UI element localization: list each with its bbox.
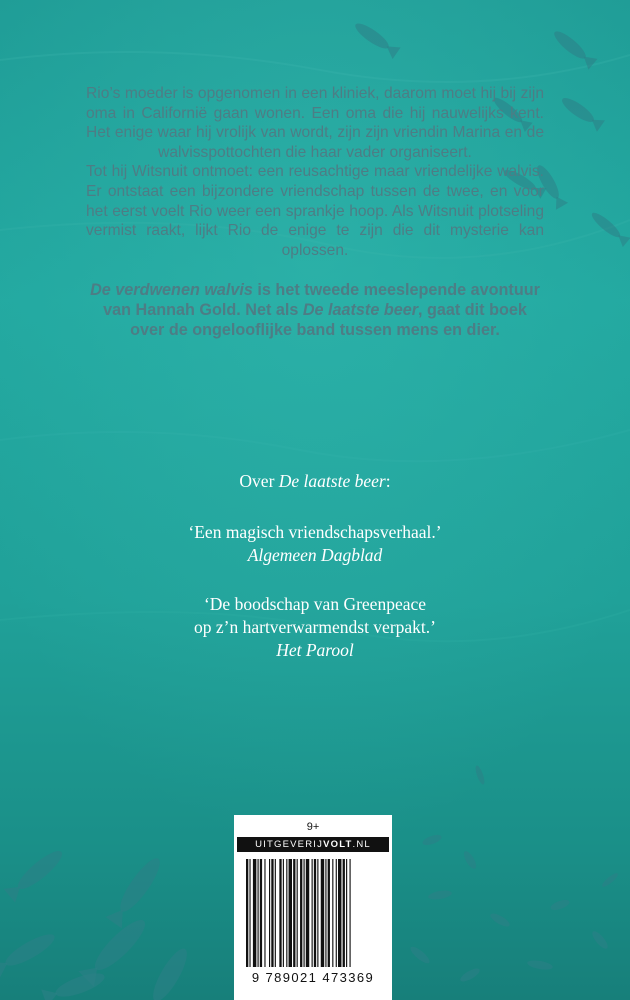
barcode-bar — [271, 859, 273, 967]
blurb-paragraph-1: Rio’s moeder is opgenomen in een kliniek, daarom moet hij bij zijn oma in Californië gaan wonen. Een oma die hij nauwelijks kent. Het enige waar hij vrolijk van wordt, zijn zijn vriendin Marina en de walvisspottochten die haar vader organiseert. — [86, 85, 544, 161]
barcode-bar — [317, 859, 318, 967]
review-quote — [80, 593, 550, 662]
barcode-bar — [350, 859, 351, 967]
review-quotes — [80, 470, 550, 688]
barcode-bar — [249, 859, 250, 967]
publisher-url — [237, 837, 389, 852]
barcode-bar — [343, 859, 345, 967]
fish-icon — [105, 853, 166, 928]
barcode-bar — [258, 859, 259, 967]
fish-icon — [427, 889, 452, 901]
barcode-bar — [260, 859, 262, 967]
fish-icon — [352, 19, 401, 59]
publisher-name-plain: UITGEVERIJ — [255, 839, 324, 850]
blurb-paragraph-2: Tot hij Witsnuit ontmoet: een reusachtige maar vriendelijke walvis. Er ontstaat een bijzondere vriendschap tussen de twee, en voor het eerst voelt Rio weer een sprankje hoop. Als Witsnuit plotseling vermist raakt, lijkt Rio de enige te zijn die dit mysterie kan oplossen. — [86, 163, 544, 259]
fish-icon — [0, 928, 59, 978]
fish-icon — [588, 209, 630, 247]
fish-icon — [488, 911, 511, 929]
quote-source: Algemeen Dagblad — [247, 545, 383, 565]
fish-icon — [600, 871, 619, 888]
fish-icon — [462, 849, 479, 870]
barcode-bar — [304, 859, 305, 967]
barcode-bar — [338, 859, 341, 967]
age-rating: 9+ — [306, 821, 320, 833]
barcode-label — [234, 815, 392, 1000]
quote-text: ‘Een magisch vriendschapsverhaal.’ — [188, 522, 442, 542]
fish-icon — [139, 944, 193, 1000]
barcode-bar — [336, 859, 337, 967]
previous-book-title: De laatste beer — [302, 301, 419, 320]
barcode-bar — [314, 859, 316, 967]
barcode-bar — [306, 859, 309, 967]
review-quote — [80, 521, 550, 567]
fish-icon — [590, 929, 610, 951]
barcode-bar — [289, 859, 292, 967]
isbn-number: 9 789021 473369 — [251, 970, 375, 985]
blurb-paragraph-3 — [86, 280, 544, 340]
barcode-bar — [332, 859, 333, 967]
fish-icon — [408, 944, 432, 966]
intro-suffix: : — [385, 471, 391, 491]
intro-prefix: Over — [239, 471, 279, 491]
intro-title: De laatste beer — [278, 471, 386, 491]
barcode-bar — [286, 859, 287, 967]
blurb-text — [86, 84, 544, 340]
barcode-bar — [321, 859, 324, 967]
barcode-bar — [269, 859, 270, 967]
fish-icon — [41, 968, 107, 1000]
publisher-domain: .NL — [352, 839, 371, 850]
reviews-intro — [80, 470, 550, 493]
quote-text: ‘De boodschap van Greenpeace — [203, 594, 427, 614]
fish-icon — [549, 898, 571, 912]
barcode-bar — [293, 859, 295, 967]
fish-icon — [550, 27, 597, 70]
barcode-bar — [325, 859, 326, 967]
fish-icon — [558, 93, 605, 131]
book-title: De verdwenen walvis — [90, 281, 253, 300]
fish-icon — [4, 845, 68, 902]
barcode-bar — [346, 859, 347, 967]
quote-source: Het Parool — [276, 640, 354, 660]
fish-icon — [474, 765, 486, 786]
blurb-text-part: , gaat dit boek over de ongelooflijke band tussen mens en dier. — [130, 301, 527, 340]
barcode-bar — [246, 859, 248, 967]
barcode-bar — [312, 859, 313, 967]
fish-icon — [527, 959, 554, 971]
barcode-bar — [283, 859, 284, 967]
barcode-bars — [246, 859, 380, 967]
fish-icon — [421, 833, 443, 847]
barcode-bar — [328, 859, 330, 967]
barcode-bar — [297, 859, 298, 967]
barcode-bar — [264, 859, 265, 967]
barcode-bar — [279, 859, 281, 967]
publisher-name-bold: VOLT — [323, 839, 353, 850]
barcode-bar — [300, 859, 302, 967]
barcode-bar — [253, 859, 256, 967]
fish-icon — [458, 966, 481, 984]
blurb-text-part: is het tweede meeslepende avontuur van Hannah Gold. Net als — [103, 281, 540, 320]
barcode-bar — [275, 859, 276, 967]
quote-text-line-2: op z’n hartverwarmendst verpakt.’ — [194, 617, 436, 637]
